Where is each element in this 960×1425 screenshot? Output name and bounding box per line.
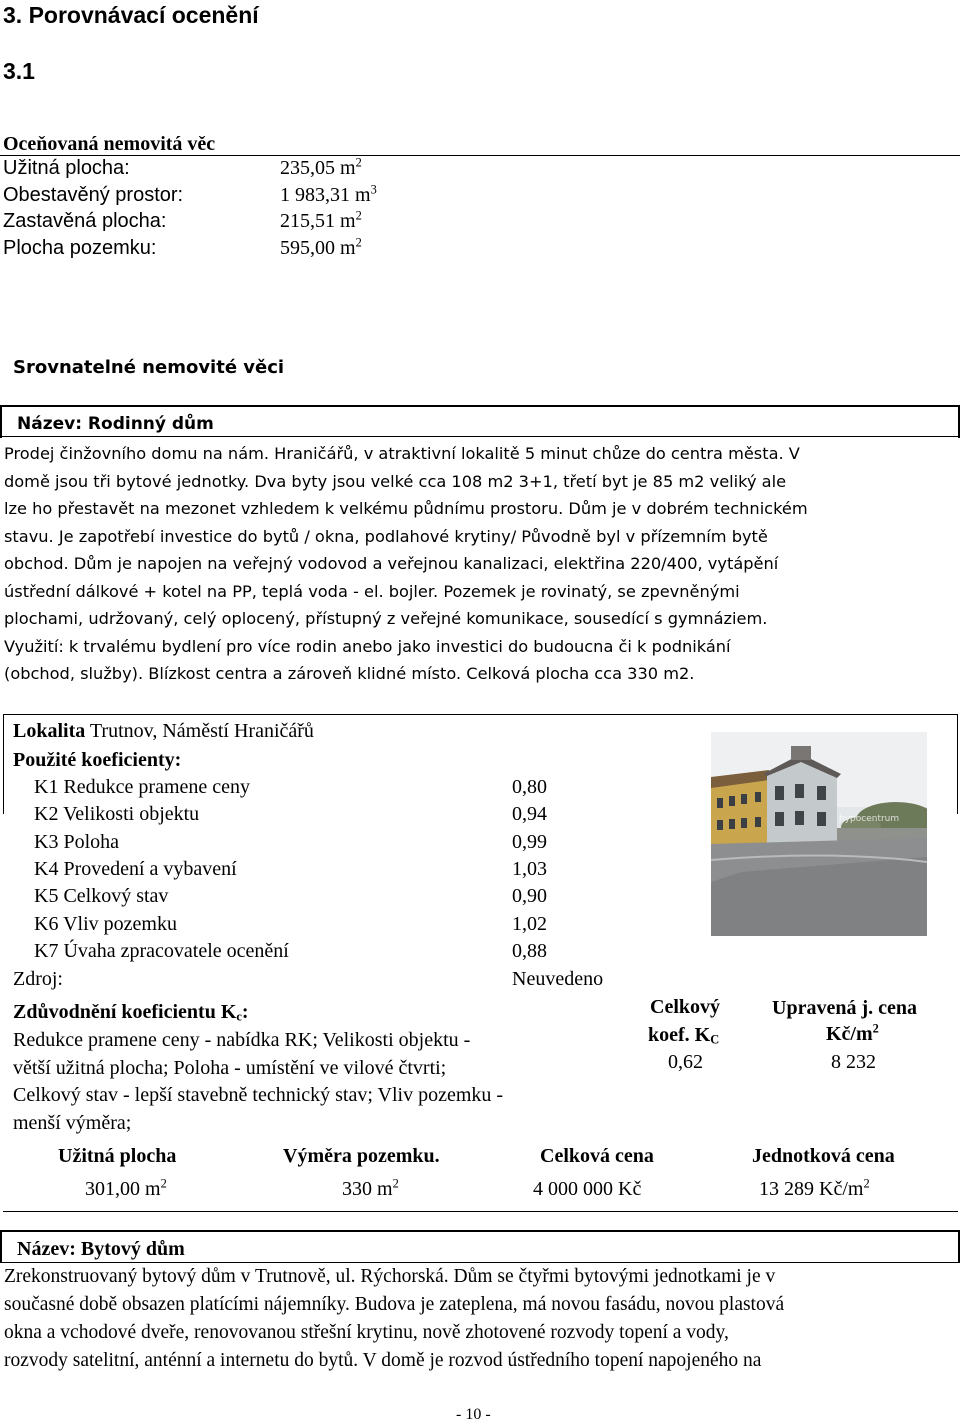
c1-left-rule (0, 405, 2, 438)
justif-heading-text: Zdůvodnění koeficientu K (13, 1001, 237, 1023)
justification-line: větší užitná plocha; Poloha - umístění ve vilové čtvrti; (13, 1056, 447, 1079)
summary-value-text: 330 m (342, 1178, 393, 1200)
subject-row-unit-sup: 2 (355, 235, 362, 250)
subject-row-unit-sup: 2 (355, 155, 362, 170)
c1-box-right (957, 714, 958, 814)
summary-value-text: 4 000 000 Kč (533, 1178, 642, 1200)
c1-locality-value: Trutnov, Náměstí Hraničářů (89, 720, 314, 742)
subject-row-label: Obestavěný prostor: (3, 183, 184, 206)
c2-description-line: rozvody satelitní, anténní a internetu do bytů. V domě je rozvod ústředního topení napojeného na (4, 1350, 762, 1371)
subsection-number: 3.1 (3, 58, 35, 84)
subject-row-label: Užitná plocha: (3, 157, 130, 179)
subject-row-value (280, 157, 362, 180)
justification-line: Celkový stav - lepší stavebně technický stav; Vliv pozemku - (13, 1084, 504, 1106)
coefficient-value: 1,02 (512, 912, 547, 935)
subject-row-value (280, 237, 362, 260)
c1-name-label: Název: Rodinný dům (17, 414, 214, 434)
celkovy-koef-label1: Celkový (650, 996, 720, 1018)
page-number: - 10 - (456, 1406, 491, 1423)
subject-title: Oceňovaná nemovitá věc (3, 133, 216, 155)
coefficient-label: K6 Vliv pozemku (34, 912, 177, 935)
c1-description (4, 440, 954, 688)
coefficient-label: K7 Úvaha zpracovatele ocenění (34, 939, 289, 962)
celkovy-koef-label2-text: koef. K (648, 1024, 711, 1046)
justification-line: Redukce pramene ceny - nabídka RK; Velikosti objektu - (13, 1029, 471, 1051)
celkovy-koef-label2 (648, 1024, 719, 1047)
c1-description-line: (obchod, služby). Blízkost centra a zároveň klidné místo. Celková plocha cca 330 m2. (4, 664, 695, 683)
comparables-heading: Srovnatelné nemovité věci (13, 357, 285, 378)
c1-description-line: Prodej činžovního domu na nám. Hraničářů, v atraktivní lokalitě 5 minut chůze do centra města. V (4, 444, 800, 463)
summary-header: Jednotková cena (752, 1145, 895, 1167)
c1-description-line: Využití: k trvalému bydlení pro více rodin anebo jako investici do budoucna či k podnikání (4, 636, 731, 656)
justif-heading-sub: c (236, 1009, 242, 1024)
summary-value-sup: 2 (863, 1176, 870, 1191)
subject-row-value-text: 215,51 m (280, 210, 356, 232)
c2-description-line: současné době obsazen platícími nájemníky. Budova je zateplena, má novou fasádu, novou plastová (4, 1294, 785, 1315)
summary-value (342, 1178, 399, 1201)
c2-top-rule (0, 1230, 960, 1232)
summary-header: Celková cena (540, 1145, 654, 1167)
c1-description-line: plochami, udržovaný, celý oplocený, přístupný z veřejné komunikace, sousedící s gymnáziem. (4, 609, 768, 628)
subject-rule (0, 155, 960, 156)
photo-watermark: hypocentrum (839, 814, 900, 824)
celkovy-koef-sub: C (710, 1032, 720, 1047)
c1-justif-heading (13, 1001, 249, 1024)
summary-value (533, 1178, 641, 1201)
c1-summary-rule (3, 1211, 958, 1212)
upravena-sup: 2 (872, 1021, 879, 1036)
subject-row-unit-sup: 3 (370, 182, 377, 197)
coefficient-value: 0,99 (512, 830, 547, 853)
summary-value-text: 13 289 Kč/m (759, 1178, 864, 1200)
section-heading: 3. Porovnávací ocenění (3, 2, 259, 28)
c1-description-line: lze ho přestavět na mezonet vzhledem k velkému půdnímu prostoru. Dům je v dobrém technickém (4, 499, 808, 518)
house-photo-graphic (711, 732, 927, 936)
summary-value (759, 1178, 870, 1201)
summary-value-sup: 2 (160, 1176, 167, 1191)
c1-locality (13, 720, 314, 743)
summary-header: Výměra pozemku. (283, 1145, 440, 1167)
subject-row-unit-sup: 2 (355, 208, 362, 223)
subject-row-value (280, 210, 362, 233)
subject-row-label: Plocha pozemku: (3, 236, 157, 259)
c2-left-rule (0, 1230, 2, 1263)
coefficient-label: K1 Redukce pramene ceny (34, 776, 251, 798)
celkovy-koef-value: 0,62 (668, 1051, 703, 1073)
c1-source-value: Neuvedeno (512, 968, 604, 990)
c1-source-label: Zdroj: (13, 968, 63, 990)
summary-value (85, 1178, 167, 1201)
subject-row-value-text: 1 983,31 m (280, 183, 371, 206)
coefficient-label: K4 Provedení a vybavení (34, 857, 237, 880)
justification-line: menší výměra; (13, 1111, 132, 1134)
c2-name-label: Název: Bytový dům (17, 1238, 185, 1260)
summary-value-text: 301,00 m (85, 1178, 161, 1200)
coefficient-label: K2 Velikosti objektu (34, 803, 200, 826)
c2-description-line: okna a vchodové dveře, renovovanou střešní krytinu, nově zhotovené rozvody topení a vody, (4, 1322, 729, 1343)
coefficient-label: K5 Celkový stav (34, 885, 169, 908)
upravena-label2-text: Kč/m (826, 1023, 873, 1045)
coefficient-value: 0,94 (512, 803, 547, 826)
c1-box-left (3, 714, 4, 814)
subject-row-value-text: 595,00 m (280, 236, 356, 259)
subject-row-value-text: 235,05 m (280, 157, 356, 179)
coefficient-value: 0,80 (512, 776, 547, 798)
summary-value-sup: 2 (392, 1176, 399, 1191)
coefficient-value: 1,03 (512, 857, 547, 880)
c1-description-line: obchod. Dům je napojen na veřejný vodovod a veřejnou kanalizaci, elektřina 220/400, vytápění (4, 554, 779, 573)
c1-description-line: stavu. Je zapotřebí investice do bytů / okna, podlahové krytiny/ Původně byl v přízemním bytě (4, 526, 768, 546)
coefficient-value: 0,90 (512, 885, 547, 908)
c1-box-top (3, 714, 958, 715)
subject-row-label: Zastavěná plocha: (3, 210, 167, 232)
house-photo (711, 732, 927, 936)
upravena-label2 (826, 1023, 879, 1046)
c1-bar-bottom (0, 436, 960, 437)
upravena-value: 8 232 (831, 1051, 876, 1073)
c1-description-line: ústřední dálkové + kotel na PP, teplá voda - el. bojler. Pozemek je rovinatý, se zpevněnými (4, 581, 740, 601)
upravena-label1: Upravená j. cena (772, 997, 917, 1019)
c2-description-line: Zrekonstruovaný bytový dům v Trutnově, ul. Rýchorská. Dům se čtyřmi bytovými jednotkami je v (4, 1266, 776, 1287)
summary-header: Užitná plocha (58, 1145, 177, 1167)
subject-row-value (280, 184, 377, 207)
c2-description (4, 1263, 954, 1375)
coefficient-value: 0,88 (512, 939, 547, 962)
justif-heading-colon: : (241, 1001, 249, 1023)
c1-description-line: domě jsou tři bytové jednotky. Dva byty jsou velké cca 108 m2 3+1, třetí byt je 85 m2 veliký ale (4, 471, 787, 491)
c1-locality-label: Lokalita (13, 720, 86, 742)
coefficient-label: K3 Poloha (34, 830, 119, 853)
c1-justification (13, 1027, 503, 1137)
c1-top-rule (0, 405, 960, 407)
c1-coef-heading: Použité koeficienty: (13, 749, 182, 771)
